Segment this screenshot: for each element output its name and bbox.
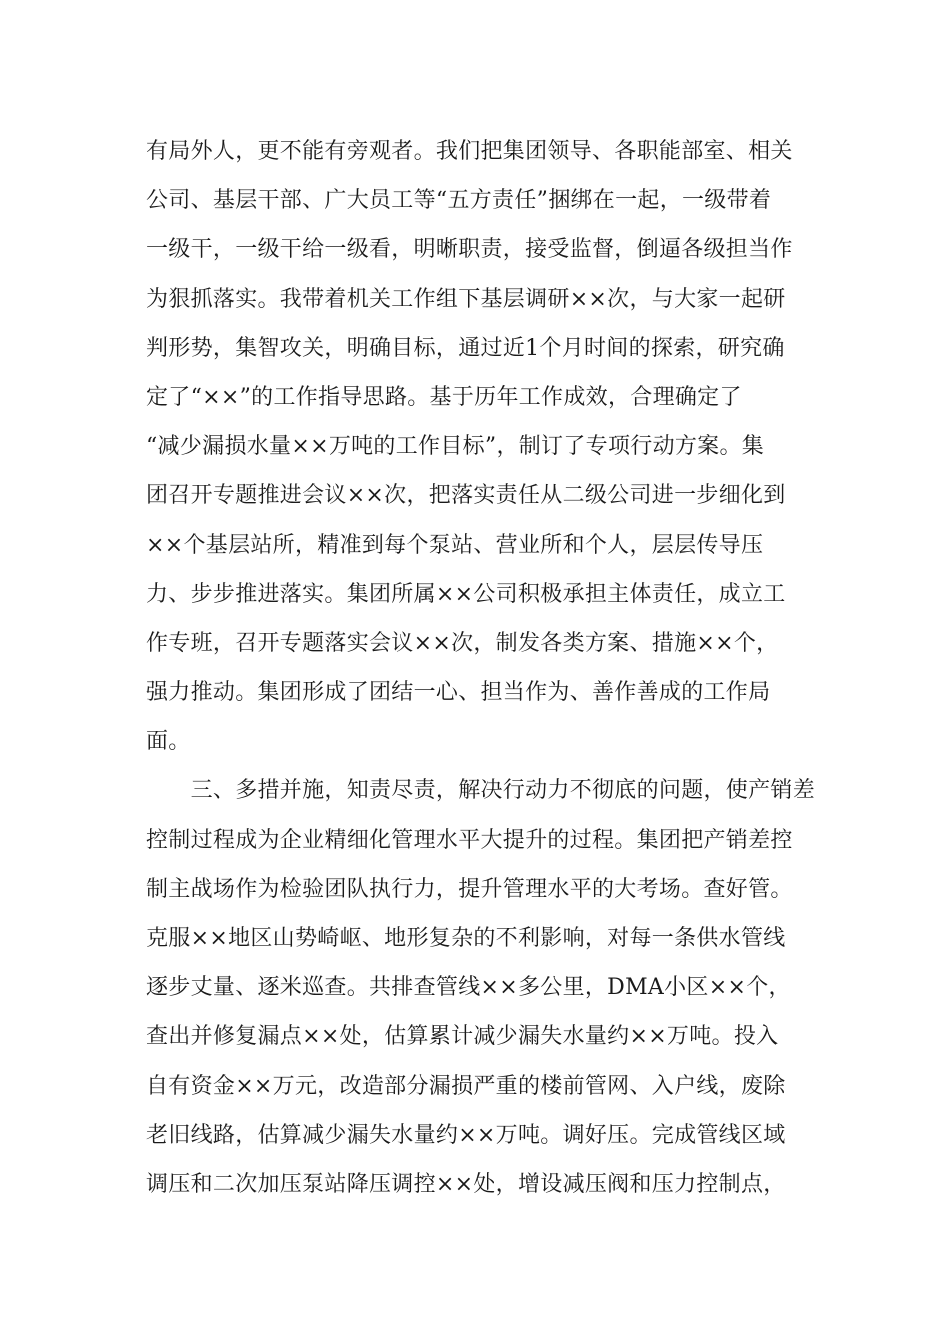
text-line: 判形势，集智攻关，明确目标，通过近1个月时间的探索，研究确	[146, 335, 785, 361]
text-line: 有局外人，更不能有旁观者。我们把集团领导、各职能部室、相关	[146, 139, 793, 164]
body-text	[146, 127, 816, 1209]
text-line: 为狠抓落实。我带着机关工作组下基层调研××次，与大家一起研	[146, 286, 786, 312]
text-line: 查出并修复漏点××处，估算累计减少漏失水量约××万吨。投入	[146, 1024, 779, 1050]
text-line: 克服××地区山势崎岖、地形复杂的不利影响，对每一条供水管线	[146, 926, 786, 951]
section-heading-line: 三、多措并施，知责尽责，解决行动力不彻底的问题，使产销差	[146, 778, 816, 804]
text-line: 强力推动。集团形成了团结一心、担当作为、善作善成的工作局	[146, 680, 771, 706]
text-line: 逐步丈量、逐米巡查。共排查管线××多公里，DMA小区××个，	[146, 975, 791, 1001]
text-line: 力、步步推进落实。集团所属××公司积极承担主体责任，成立工	[146, 581, 786, 607]
text-line: 面。	[146, 729, 191, 755]
text-line: 作专班，召开专题落实会议××次，制发各类方案、措施××个，	[146, 630, 779, 656]
text-line: 自有资金××万元，改造部分漏损严重的楼前管网、入户线，废除	[146, 1073, 786, 1099]
text-line: 定了“××”的工作指导思路。基于历年工作成效，合理确定了	[146, 384, 742, 410]
text-line: 老旧线路，估算减少漏失水量约××万吨。调好压。完成管线区域	[146, 1122, 786, 1148]
text-line: 控制过程成为企业精细化管理水平大提升的过程。集团把产销差控	[146, 827, 793, 853]
text-line: 团召开专题推进会议××次，把落实责任从二级公司进一步细化到	[146, 483, 786, 509]
text-line: 一级干，一级干给一级看，明晰职责，接受监督，倒逼各级担当作	[146, 237, 793, 263]
text-line: “减少漏损水量××万吨的工作目标”，制订了专项行动方案。集	[146, 434, 765, 460]
text-line: ××个基层站所，精准到每个泵站、营业所和个人，层层传导压	[146, 532, 764, 558]
text-line: 调压和二次加压泵站降压调控××处，增设减压阀和压力控制点，	[146, 1171, 786, 1197]
text-line: 制主战场作为检验团队执行力，提升管理水平的大考场。查好管。	[146, 876, 793, 902]
text-line: 公司、基层干部、广大员工等“五方责任”捆绑在一起，一级带着	[146, 188, 772, 214]
